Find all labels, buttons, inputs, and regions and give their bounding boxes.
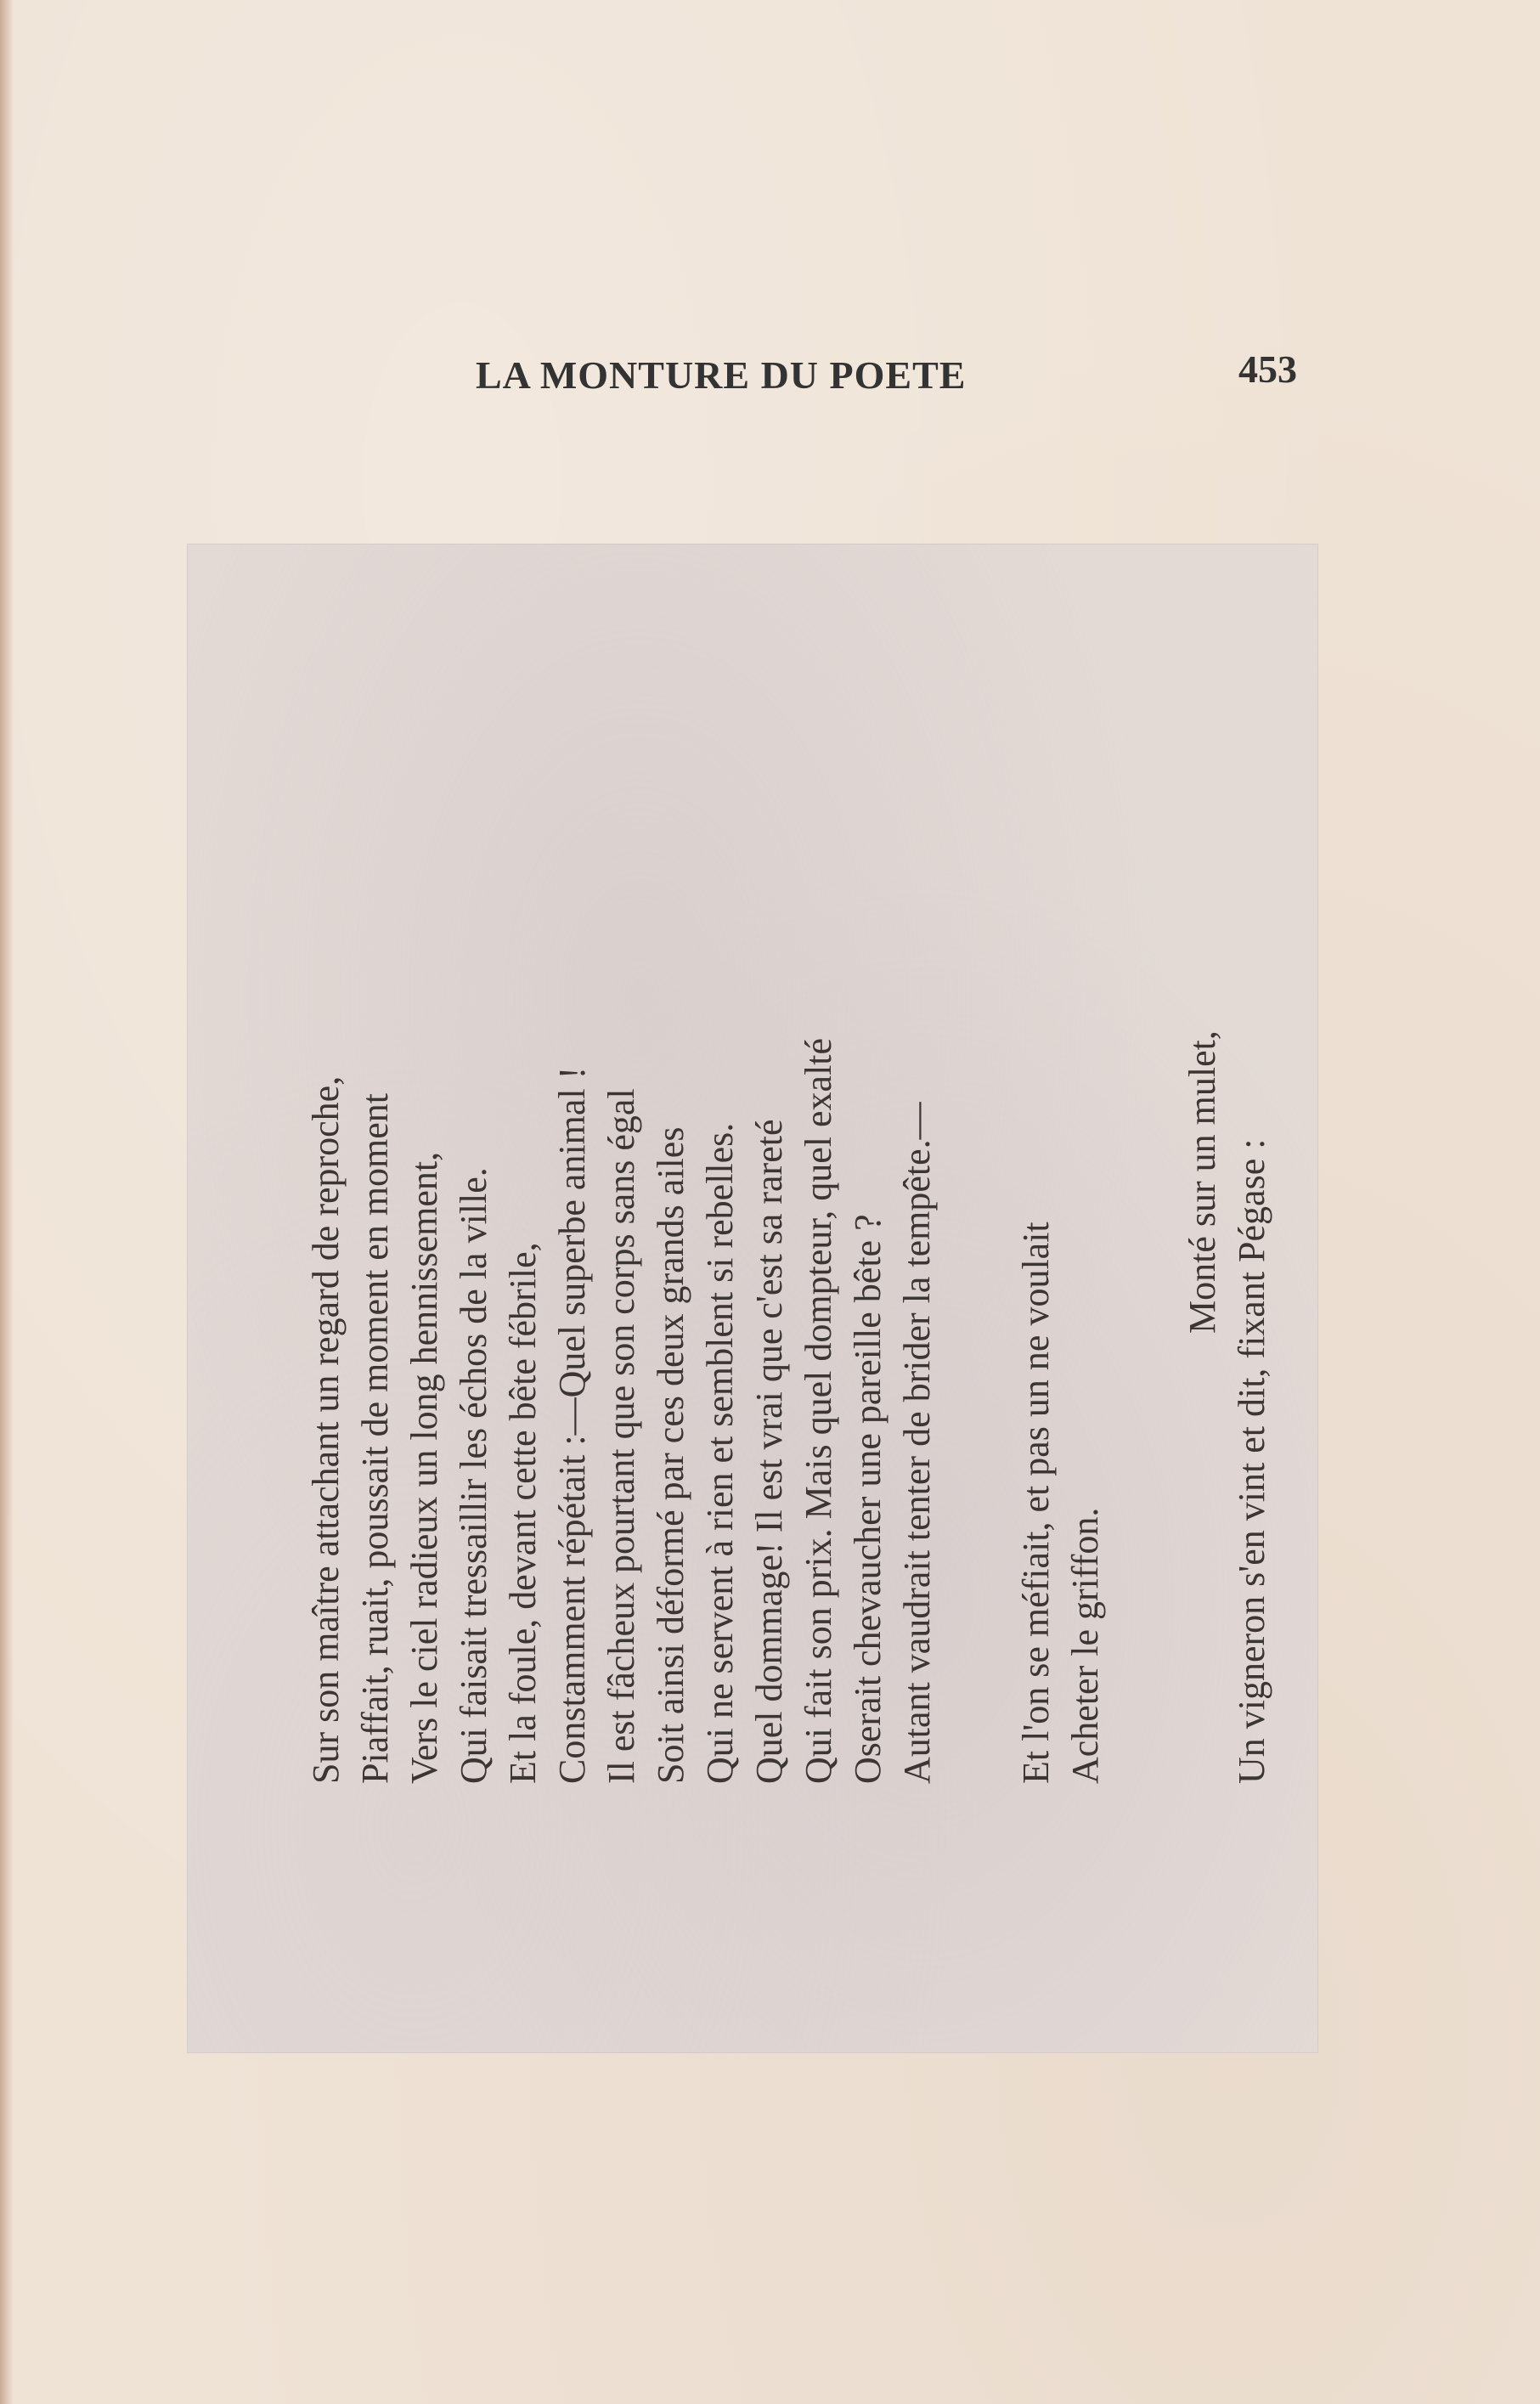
verse-line: Il est fâcheux pourtant que son corps sans égal — [601, 1088, 642, 1784]
verse-line: Autant vaudrait tenter de brider la tempête.— — [896, 1102, 938, 1784]
verse-line: Et la foule, devant cette bête fébrile, — [502, 1242, 544, 1784]
verse-line: Un vigneron s'en vint et dit, fixant Pégase : — [1231, 1138, 1272, 1784]
verse-line: Acheter le griffon. — [1064, 1507, 1106, 1784]
verse-line: Et l'on se méfiait, et pas un ne voulait — [1015, 1222, 1057, 1784]
page-number: 453 — [1238, 347, 1297, 391]
verse-line: Sur son maître attachant un regard de reproche, — [305, 1075, 347, 1784]
verse-line: Qui ne servent à rien et semblent si rebelles. — [699, 1122, 741, 1784]
verse-line: Piaffait, ruait, poussait de moment en moment — [354, 1092, 396, 1784]
verse-line-indented: Monté sur un mulet, — [1182, 1030, 1223, 1334]
page-gutter-edge — [0, 0, 14, 2404]
verse-line: Oserait chevaucher une pareille bête ? — [847, 1214, 888, 1784]
rotated-verse-block — [297, 340, 1300, 1784]
verse-line: Soit ainsi déformé par ces deux grands ailes — [650, 1126, 691, 1784]
verse-line: Qui faisait tressaillir les échos de la ville. — [453, 1167, 494, 1784]
verse-line: Quel dommage! Il est vrai que c'est sa rareté — [748, 1119, 790, 1784]
verse-line: Qui fait son prix. Mais quel dompteur, quel exalté — [798, 1037, 839, 1784]
verse-line: Constamment répétait :—Quel superbe animal ! — [551, 1066, 593, 1784]
running-head-title: LA MONTURE DU POETE — [476, 353, 967, 397]
verse-line: Vers le ciel radieux un long hennissement, — [403, 1151, 445, 1784]
